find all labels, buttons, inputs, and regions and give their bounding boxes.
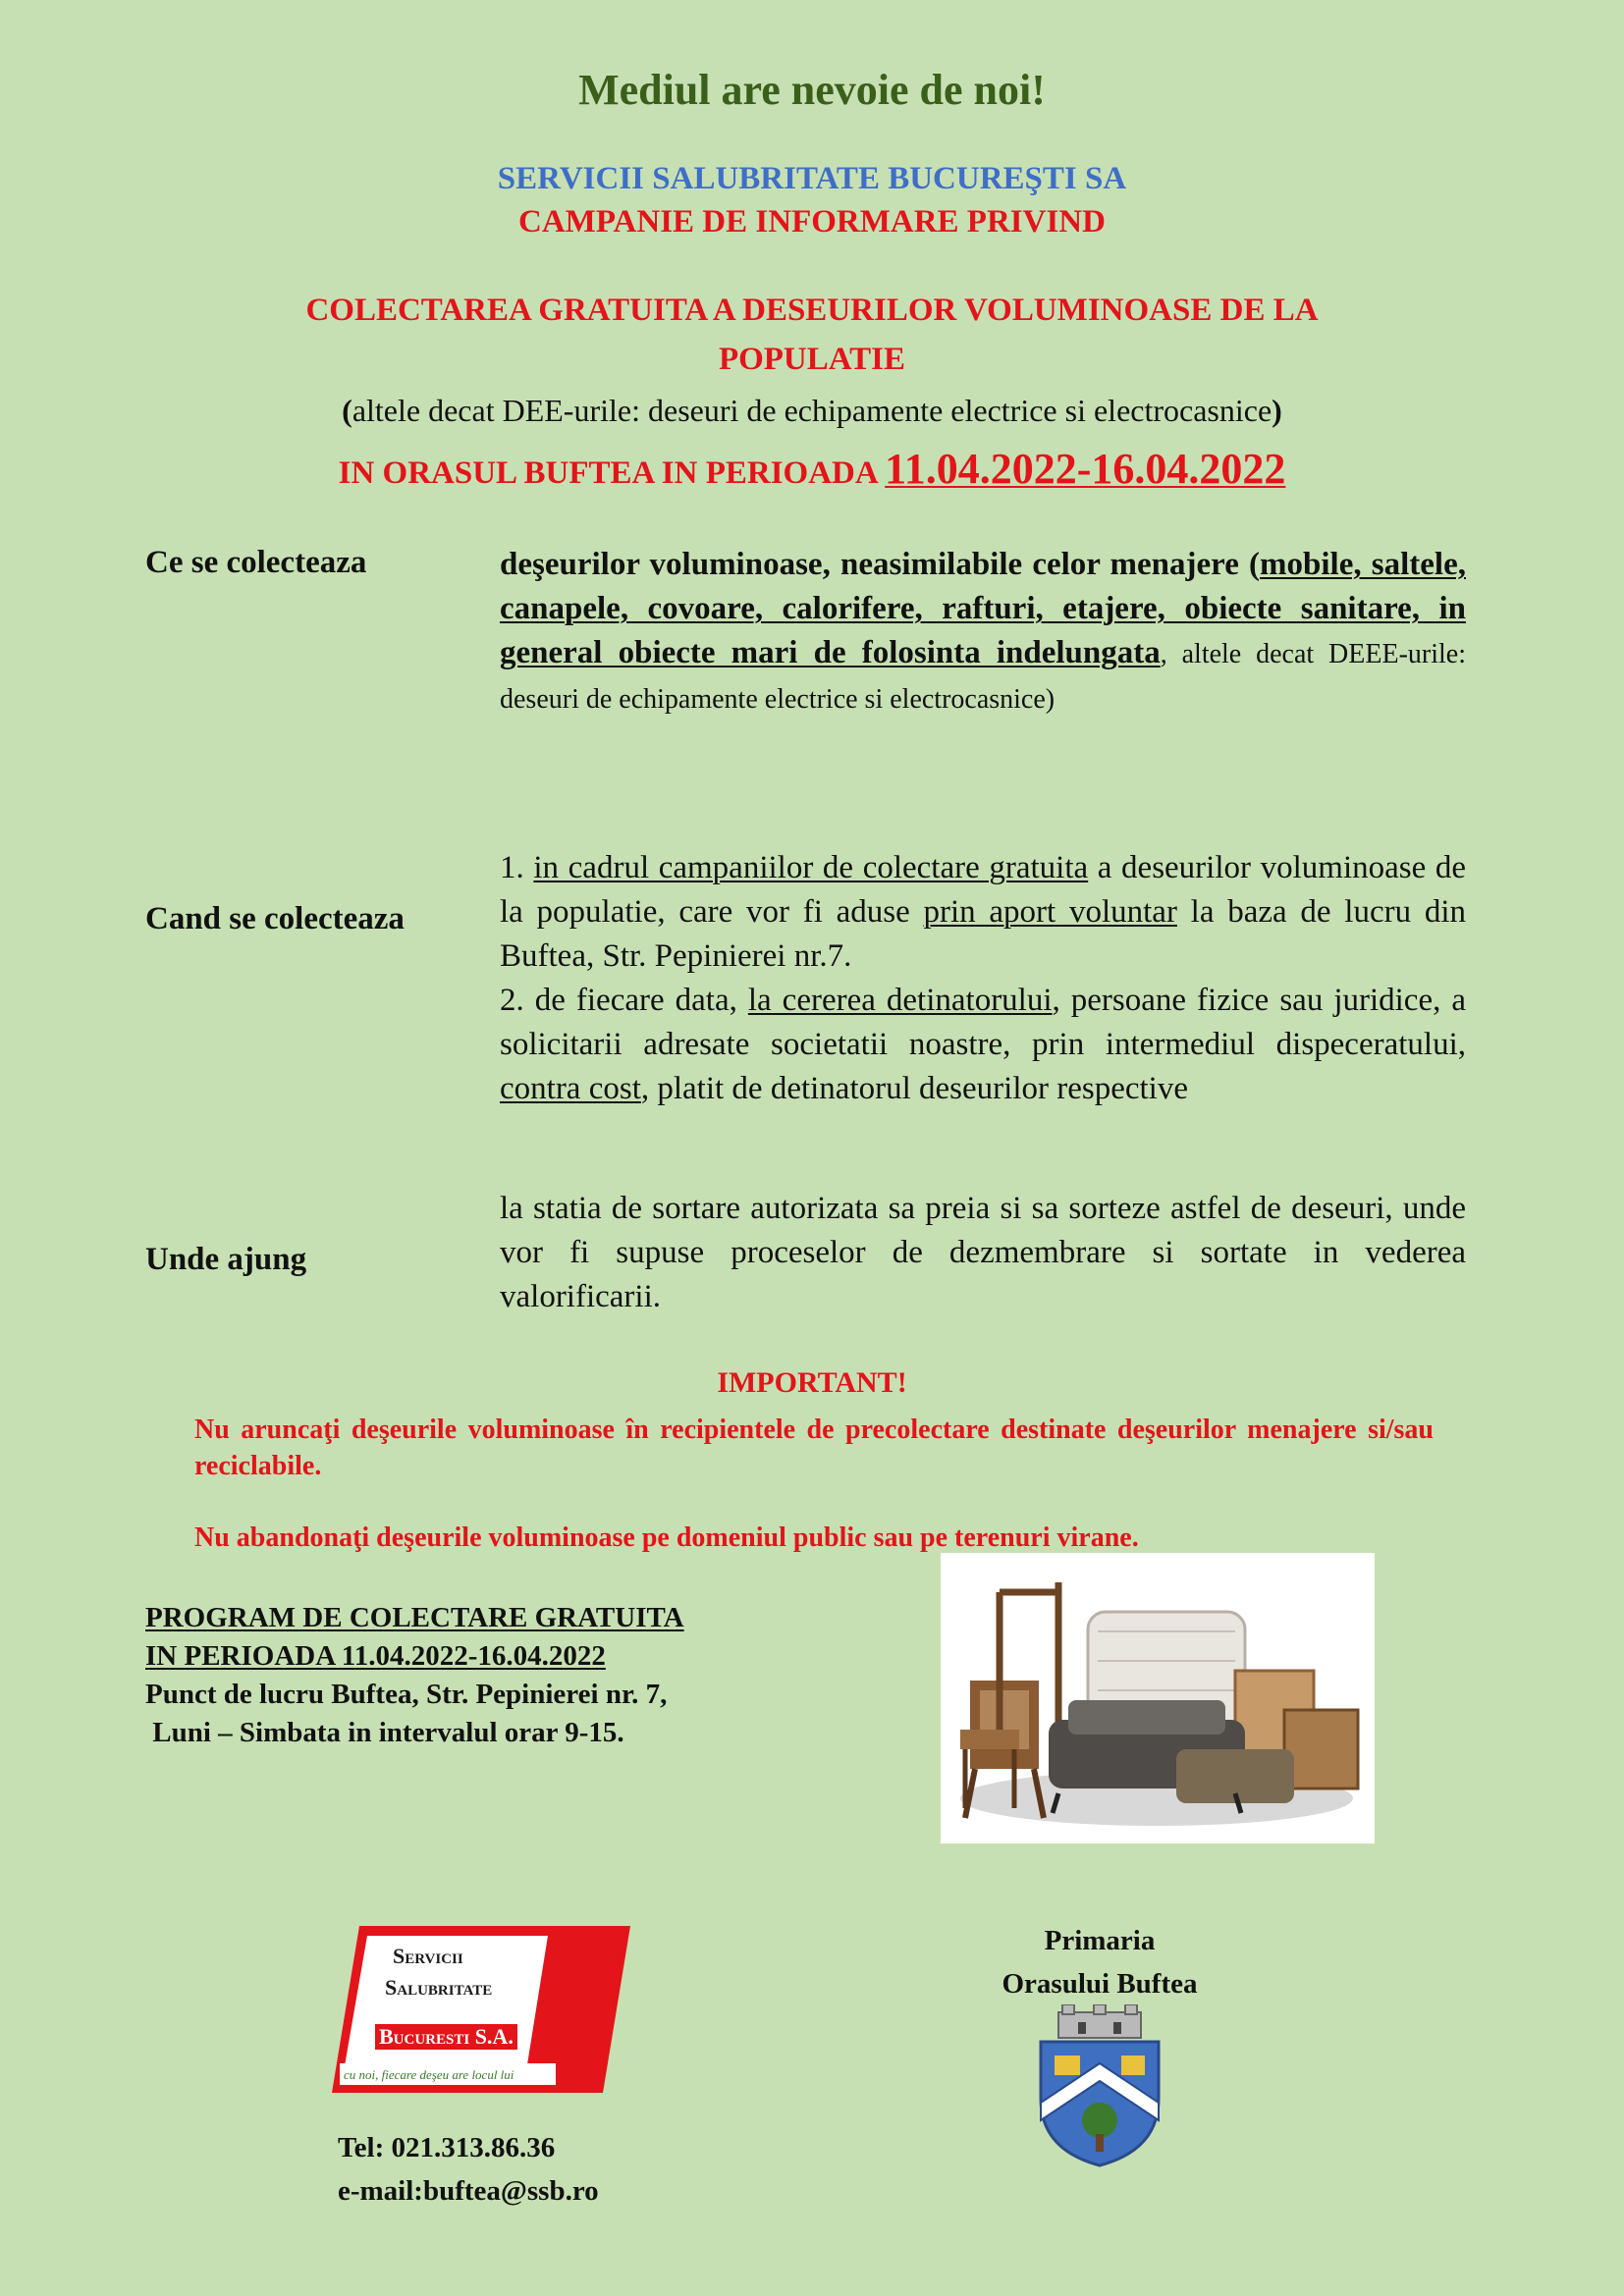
page-title: Mediul are nevoie de noi! xyxy=(578,66,1046,114)
logo-line-3: Bucuresti S.A. xyxy=(375,2024,517,2050)
town-hall-name xyxy=(943,1919,1257,2005)
what-items: mobile, saltele, canapele, covoare, calorifere, rafturi, etajere, obiecte sanitare, in general obiecte mari de folosinta indelungata xyxy=(500,547,1466,670)
town-hall-line-2: Orasului Buftea xyxy=(1001,1968,1198,2000)
bulky-waste-photo xyxy=(941,1553,1375,1843)
subject-note xyxy=(0,393,1624,429)
program-location: Punct de lucru Buftea, Str. Pepinierei nr. 7, xyxy=(145,1679,668,1710)
town-hall-line-1: Primaria xyxy=(1044,1925,1156,1956)
what-label: Ce se colecteaza xyxy=(145,545,367,580)
what-text xyxy=(500,543,1466,721)
period-dates: 11.04.2022-16.04.2022 xyxy=(885,445,1286,493)
when-point-2: 2. de fiecare data, la cererea detinatorului, persoane fizice sau juridice, a solicitarii adresate societatii noastre, prin intermediul dispeceratului, contra cost, platit de detinatorul deseurilor respective xyxy=(500,983,1467,1106)
on-request-phrase: la cererea detinatorului xyxy=(747,983,1053,1018)
when-text xyxy=(500,846,1466,1111)
coat-of-arms-icon xyxy=(1017,2004,1182,2167)
when-point-1: 1. in cadrul campaniilor de colectare gratuita a deseurilor voluminoase de la populatie, care vor fi aduse prin aport voluntar la baza de lucru din Buftea, Str. Pepinierei nr.7. xyxy=(500,850,1467,974)
company-name: SERVICII SALUBRITATE BUCUREŞTI SA xyxy=(497,161,1127,196)
program-block xyxy=(145,1599,684,1752)
note-open: ( xyxy=(342,393,352,428)
program-hours: Luni – Simbata in intervalul orar 9-15. xyxy=(145,1717,624,1748)
campaign-heading: CAMPANIE DE INFORMARE PRIVIND xyxy=(518,204,1106,240)
subject-line-1: COLECTAREA GRATUITA A DESEURILOR VOLUMINOASE DE LA xyxy=(305,293,1319,328)
program-title-1: PROGRAM DE COLECTARE GRATUITA xyxy=(145,1602,684,1633)
period-prefix: IN ORASUL BUFTEA IN PERIOADA xyxy=(338,455,886,491)
logo-line-2: Salubritate xyxy=(385,1975,493,2000)
what-text-2: , altele decat DEEE-urile: deseuri de echipamente electrice si electrocasnice) xyxy=(500,639,1466,715)
subject-line-2: POPULATIE xyxy=(718,342,906,377)
email-address: e-mail:buftea@ssb.ro xyxy=(338,2175,599,2207)
where-label: Unde ajung xyxy=(145,1242,307,1277)
important-line-2: Nu abandonaţi deşeurile voluminoase pe domeniul public sau pe terenuri virane. xyxy=(194,1522,1139,1553)
note-text: altele decat DEE-urile: deseuri de echipamente electrice si electrocasnice xyxy=(352,393,1272,428)
contact-block xyxy=(338,2126,599,2213)
period-line xyxy=(0,444,1624,494)
voluntary-phrase: prin aport voluntar xyxy=(923,894,1177,930)
important-line-1: Nu aruncaţi deşeurile voluminoase în recipientele de precolectare destinate deşeurilor menajere si/sau reciclabile. xyxy=(194,1415,1434,1481)
phone-number: Tel: 021.313.86.36 xyxy=(338,2132,556,2163)
logo-tagline: cu noi, fiecare deşeu are locul lui xyxy=(344,2067,514,2082)
paid-phrase: contra cost xyxy=(500,1071,641,1106)
free-campaign-phrase: in cadrul campaniilor de colectare gratuita xyxy=(533,850,1089,885)
ssb-logo xyxy=(332,1926,630,2093)
where-text: la statia de sortare autorizata sa preia si sa sorteze astfel de deseuri, unde vor fi supuse proceselor de dezmembrare si sortate in vederea valorificarii. xyxy=(500,1191,1466,1314)
note-close: ) xyxy=(1272,393,1282,428)
program-title-2: IN PERIOADA 11.04.2022-16.04.2022 xyxy=(145,1640,606,1672)
what-text-1: deşeurilor voluminoase, neasimilabile celor menajere ( xyxy=(500,547,1261,582)
when-label: Cand se colecteaza xyxy=(145,901,405,936)
important-title: IMPORTANT! xyxy=(717,1366,907,1399)
logo-line-1: Servicii xyxy=(393,1944,463,1968)
